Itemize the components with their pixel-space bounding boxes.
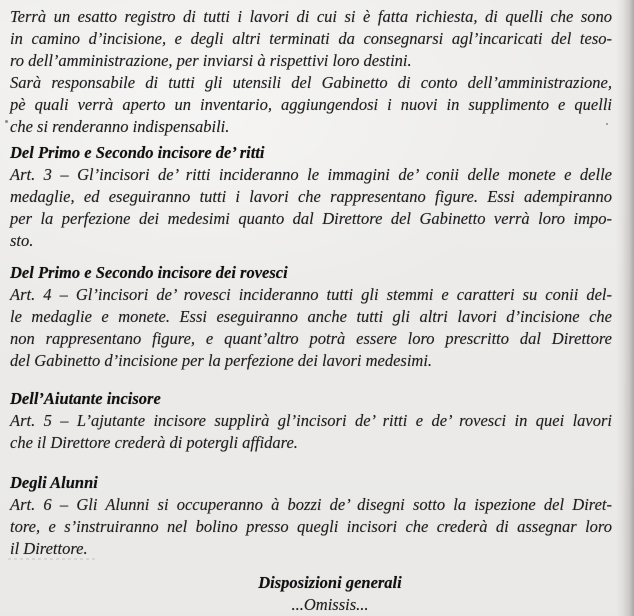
footer-block: [29, 572, 631, 616]
omissis-text: ...Omissis...: [291, 595, 369, 614]
text-line: sto.: [10, 231, 34, 250]
text-line: Terrà un esatto registro di tutti i lavori di cui si è fatta richiesta, di quelli che sono: [10, 7, 612, 26]
ink-speck: [606, 123, 608, 125]
intro-paragraph-2: [10, 72, 612, 138]
text-line: non rappresentano figure, e quant’altro potrà essere loro prescritto dal Direttore: [10, 329, 612, 348]
ink-speck: [5, 120, 8, 123]
text-line: Art. 4 – Gl’incisori de’ rovesci incideranno tutti gli stemmi e caratteri su conii del-: [10, 285, 612, 304]
text-line: pè quali verrà aperto un inventario, aggiungendosi i nuovi in supplimento e quelli: [10, 95, 612, 114]
article-6-paragraph: [10, 494, 612, 560]
text-line: ro dell’amministrazione, per inviarsi à rispettivi loro destini.: [10, 51, 412, 70]
text-line: medaglie, ed eseguiranno tutti i lavori che rappresentano figure. Essi adempiranno: [10, 187, 612, 206]
footer-title: Disposizioni generali: [258, 573, 402, 592]
article-3-paragraph: [10, 164, 612, 252]
article-4-paragraph: [10, 284, 612, 372]
text-line: che si renderanno indispensabili.: [10, 117, 230, 136]
article-5-paragraph: [10, 410, 612, 454]
text-line: che il Direttore crederà di potergli affidare.: [10, 433, 298, 452]
section-heading-incisori-rovesci: Del Primo e Secondo incisore dei rovesci: [10, 263, 288, 282]
text-line: Art. 5 – L’ajutante incisore supplirà gl’incisori de’ ritti e de’ rovesci in quei lavori: [10, 411, 612, 430]
text-line: per la perfezione dei medesimi quanto dal Direttore del Gabinetto verrà loro impo-: [10, 209, 612, 228]
section-heading-degli-alunni: Degli Alunni: [10, 473, 98, 492]
text-line: le medaglie e monete. Essi eseguiranno anche tutti gli altri lavori d’incisione che: [10, 307, 612, 326]
text-line: del Gabinetto d’incisione per la perfezione dei lavori medesimi.: [10, 351, 433, 370]
text-line: Art. 6 – Gli Alunni si occuperanno à bozzi de’ disegni sotto la ispezione del Diret-: [10, 495, 612, 514]
scan-edge-shadow: [616, 0, 634, 616]
scan-artifact-streak: [8, 558, 98, 560]
text-line: Sarà responsabile di tutti gli utensili del Gabinetto di conto dell’amministrazione,: [10, 73, 612, 92]
intro-paragraph-1: [10, 6, 612, 72]
text-line: in camino d’incisione, e degli altri terminati da consegnarsi agl’incaricati del teso-: [10, 29, 612, 48]
section-heading-aiutante-incisore: Dell’Aiutante incisore: [10, 389, 161, 408]
text-line: Art. 3 – Gl’incisori de’ ritti incideranno le immagini de’ conii delle monete e delle: [10, 165, 612, 184]
text-line: tore, e s’instruiranno nel bolino presso quegli incisori che crederà di assegnar loro: [10, 517, 612, 536]
section-heading-incisori-ritti: Del Primo e Secondo incisore de’ ritti: [10, 143, 265, 162]
text-line: il Direttore.: [10, 539, 88, 558]
text-column: [10, 6, 612, 616]
